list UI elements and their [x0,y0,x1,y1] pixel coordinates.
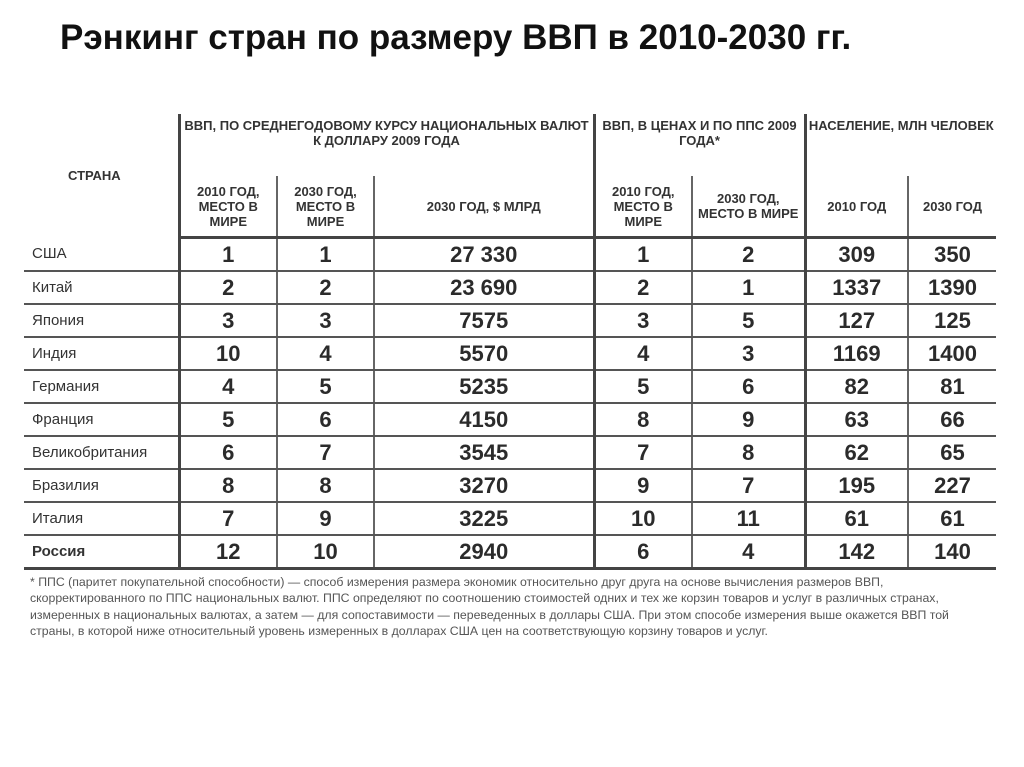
header-nominal-2030-rank: 2030 ГОД, МЕСТО В МИРЕ [277,176,374,238]
ppp-2030-rank: 9 [692,403,805,436]
ppp-2030-rank: 1 [692,271,805,304]
ppp-2030-rank: 8 [692,436,805,469]
ppp-footnote: * ППС (паритет покупательной способности) — способ измерения размера экономик относительно друг друга на основе вычисления размеров ВВП, скорректированного по ППС национальных валют. ППС определяют по соотношению стоимостей одних и тех же корзин товаров и услуг в различных странах, измеренных в национальных валютах, а затем — для сопоставимости — переведенных в доллары США. При этом способе измерения выше окажется ВВП той страны, в которой ниже относительный уровень измеренных в долларах США цен на соответствующую корзину товаров и услуг. [30,575,949,639]
country-name: Бразилия [24,469,179,502]
nominal-2030-rank: 7 [277,436,374,469]
ppp-2010-rank: 3 [594,304,692,337]
population-2010: 309 [805,238,908,272]
population-2010: 195 [805,469,908,502]
nominal-2010-rank: 12 [179,535,277,569]
gdp-2030-value: 3225 [374,502,594,535]
nominal-2030-rank: 6 [277,403,374,436]
table-row [24,436,996,469]
nominal-2010-rank: 3 [179,304,277,337]
nominal-2030-rank: 2 [277,271,374,304]
population-2010: 61 [805,502,908,535]
header-ppp-2030-rank: 2030 ГОД, МЕСТО В МИРЕ [692,176,805,238]
country-name: Италия [24,502,179,535]
ppp-2010-rank: 1 [594,238,692,272]
nominal-2010-rank: 4 [179,370,277,403]
nominal-2010-rank: 1 [179,238,277,272]
nominal-2010-rank: 8 [179,469,277,502]
population-2030: 65 [908,436,996,469]
population-2010: 63 [805,403,908,436]
country-name: Германия [24,370,179,403]
nominal-2010-rank: 10 [179,337,277,370]
header-country: СТРАНА [68,168,121,184]
nominal-2030-rank: 10 [277,535,374,569]
population-2010: 82 [805,370,908,403]
nominal-2030-rank: 5 [277,370,374,403]
population-2010: 142 [805,535,908,569]
ppp-2010-rank: 10 [594,502,692,535]
nominal-2030-rank: 3 [277,304,374,337]
table-body [24,238,996,569]
country-name: Индия [24,337,179,370]
ppp-2010-rank: 8 [594,403,692,436]
country-name: США [24,238,179,272]
gdp-2030-value: 2940 [374,535,594,569]
nominal-2030-rank: 1 [277,238,374,272]
table-row [24,403,996,436]
table-row [24,469,996,502]
nominal-2030-rank: 4 [277,337,374,370]
table-row [24,502,996,535]
ppp-2030-rank: 2 [692,238,805,272]
population-2010: 127 [805,304,908,337]
ppp-2030-rank: 7 [692,469,805,502]
country-name: Китай [24,271,179,304]
table-row [24,337,996,370]
header-population-2010: 2010 ГОД [805,176,908,238]
table-row [24,304,996,337]
nominal-2010-rank: 5 [179,403,277,436]
gdp-ranking-table-container [24,114,996,570]
header-nominal-2010-rank: 2010 ГОД, МЕСТО В МИРЕ [179,176,277,238]
gdp-ranking-table [24,114,996,570]
ppp-2030-rank: 11 [692,502,805,535]
header-group-population: НАСЕЛЕНИЕ, МЛН ЧЕЛОВЕК [805,114,996,176]
page-title: Рэнкинг стран по размеру ВВП в 2010-2030 гг. [60,18,852,57]
ppp-2010-rank: 6 [594,535,692,569]
ppp-2030-rank: 3 [692,337,805,370]
gdp-2030-value: 5570 [374,337,594,370]
population-2030: 227 [908,469,996,502]
header-population-2030: 2030 ГОД [908,176,996,238]
country-name: Великобритания [24,436,179,469]
gdp-2030-value: 5235 [374,370,594,403]
country-name: Россия [24,535,179,569]
table-header [24,114,996,238]
header-ppp-2010-rank: 2010 ГОД, МЕСТО В МИРЕ [594,176,692,238]
ppp-2010-rank: 4 [594,337,692,370]
population-2030: 350 [908,238,996,272]
population-2030: 140 [908,535,996,569]
country-name: Франция [24,403,179,436]
table-row [24,370,996,403]
population-2030: 81 [908,370,996,403]
table-row [24,271,996,304]
population-2030: 1400 [908,337,996,370]
country-name: Япония [24,304,179,337]
ppp-2030-rank: 6 [692,370,805,403]
gdp-2030-value: 3270 [374,469,594,502]
gdp-2030-value: 4150 [374,403,594,436]
gdp-2030-value: 7575 [374,304,594,337]
ppp-2030-rank: 4 [692,535,805,569]
ppp-2010-rank: 2 [594,271,692,304]
population-2030: 66 [908,403,996,436]
nominal-2010-rank: 6 [179,436,277,469]
header-group-ppp-gdp: ВВП, В ЦЕНАХ И ПО ППС 2009 ГОДА* [594,114,805,176]
nominal-2030-rank: 9 [277,502,374,535]
ppp-2010-rank: 5 [594,370,692,403]
ppp-2010-rank: 7 [594,436,692,469]
nominal-2010-rank: 2 [179,271,277,304]
table-row [24,238,996,272]
population-2030: 61 [908,502,996,535]
population-2010: 1169 [805,337,908,370]
header-nominal-2030-value: 2030 ГОД, $ МЛРД [374,176,594,238]
population-2010: 62 [805,436,908,469]
table-row-russia [24,535,996,569]
header-group-nominal-gdp: ВВП, ПО СРЕДНЕГОДОВОМУ КУРСУ НАЦИОНАЛЬНЫХ ВАЛЮТ К ДОЛЛАРУ 2009 ГОДА [179,114,594,176]
nominal-2010-rank: 7 [179,502,277,535]
population-2030: 125 [908,304,996,337]
population-2030: 1390 [908,271,996,304]
population-2010: 1337 [805,271,908,304]
gdp-2030-value: 27 330 [374,238,594,272]
gdp-2030-value: 3545 [374,436,594,469]
gdp-2030-value: 23 690 [374,271,594,304]
ppp-2030-rank: 5 [692,304,805,337]
ppp-2010-rank: 9 [594,469,692,502]
nominal-2030-rank: 8 [277,469,374,502]
